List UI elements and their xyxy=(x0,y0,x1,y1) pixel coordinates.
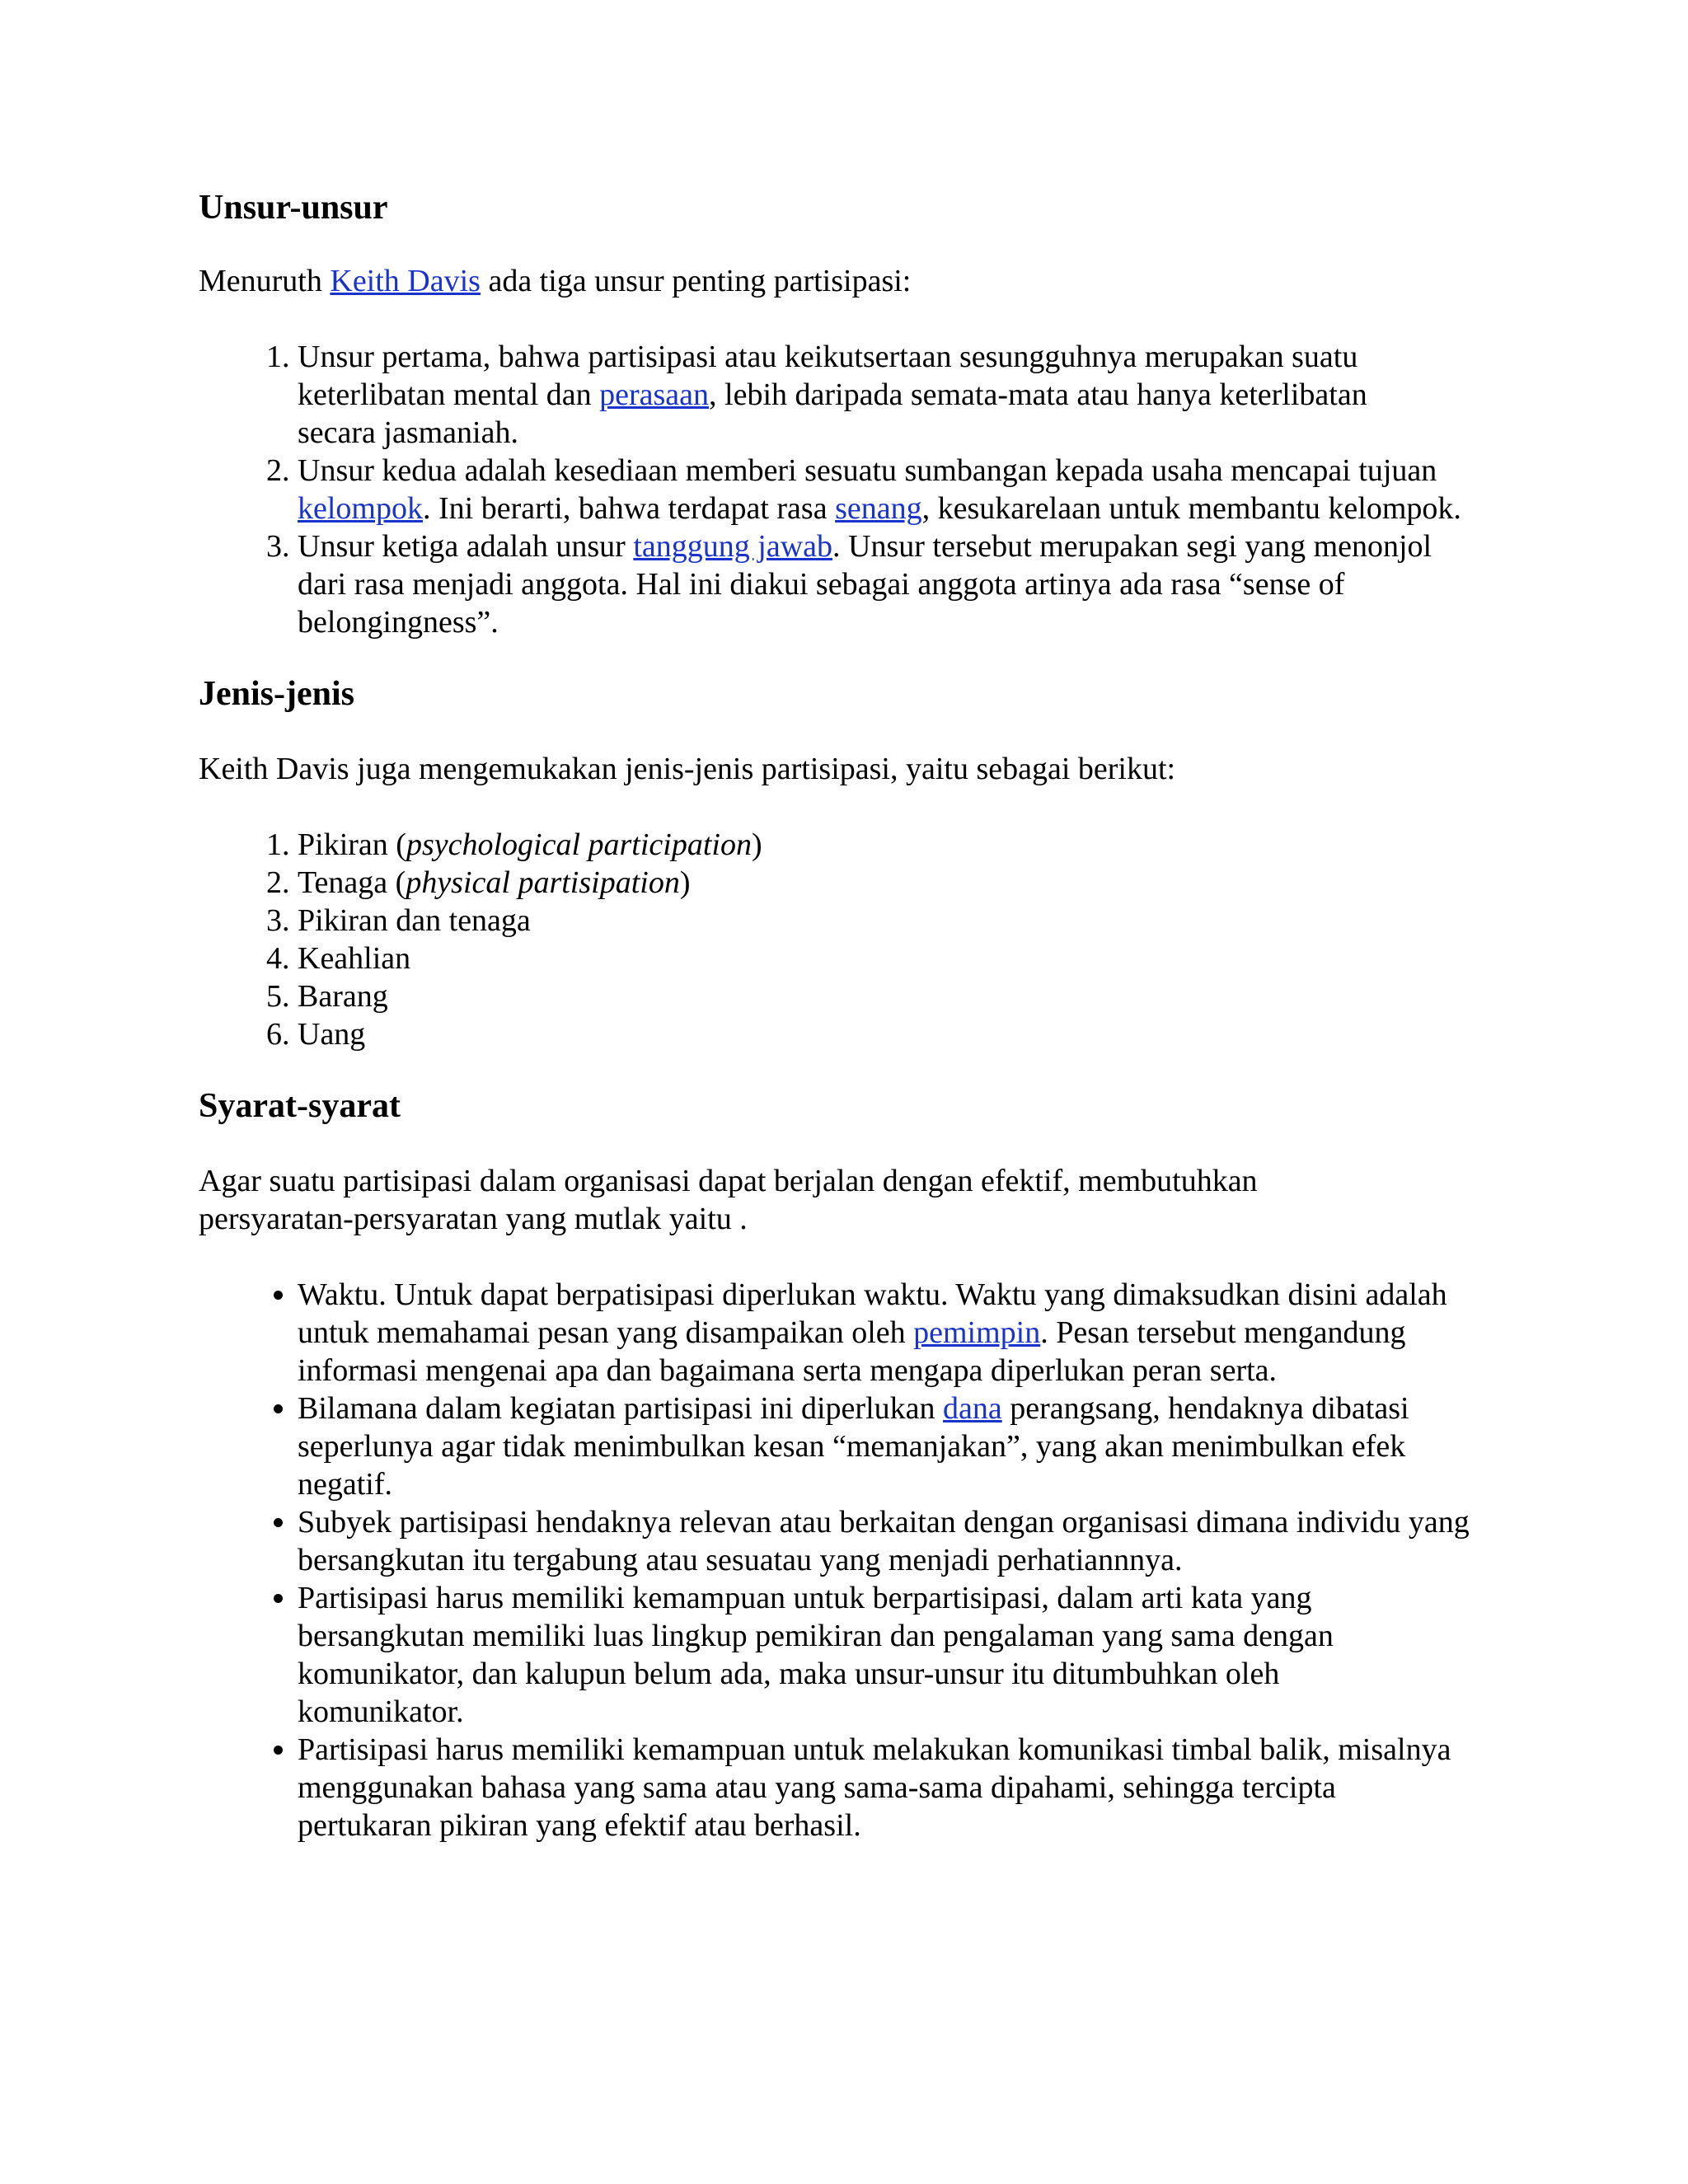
list-item xyxy=(298,826,1484,864)
item-text: ) xyxy=(679,865,691,900)
link-keith-davis[interactable]: Keith Davis xyxy=(330,264,481,298)
list-item xyxy=(298,527,1435,641)
item-emphasis: psychological participation xyxy=(406,827,752,862)
link-kelompok[interactable]: kelompok xyxy=(298,491,423,526)
item-text: ) xyxy=(751,827,762,862)
jenis-list xyxy=(199,826,1484,1053)
list-item: • Partisipasi harus memiliki kemampuan untuk berpartisipasi, dalam arti kata yang bersangkutan memiliki luas lingkup pemikiran dan pengalaman yang sama dengan komunikator, dan kalupun belum ada, maka unsur-unsur itu ditumbuhkan oleh komunikator. xyxy=(298,1579,1418,1731)
list-item: 5. Barang xyxy=(298,977,1484,1015)
link-dana[interactable]: dana xyxy=(943,1391,1002,1426)
section-intro-syarat: Agar suatu partisipasi dalam organisasi dapat berjalan dengan efektif, membutuhkan persyaratan-persyaratan yang mutlak yaitu . xyxy=(199,1164,1258,1236)
section-heading-jenis: Jenis-jenis xyxy=(199,675,354,713)
list-item: 3. Pikiran dan tenaga xyxy=(298,902,1484,940)
list-item xyxy=(298,338,1427,452)
item-text: Bilamana dalam kegiatan partisipasi ini diperlukan xyxy=(298,1391,943,1426)
link-perasaan[interactable]: perasaan xyxy=(599,377,710,412)
section-intro-unsur xyxy=(199,262,1484,300)
item-emphasis: physical partisipation xyxy=(406,865,680,900)
item-text: Unsur ketiga adalah unsur xyxy=(298,529,634,564)
section-intro-jenis: Keith Davis juga mengemukakan jenis-jenis partisipasi, yaitu sebagai berikut: xyxy=(199,752,1176,786)
item-text: Tenaga ( xyxy=(298,865,406,900)
list-item xyxy=(298,452,1484,527)
item-text: . Pesan tersebut mengandung informasi mengenai apa dan bagaimana serta mengapa diperlukan peran serta. xyxy=(298,1315,1406,1388)
link-senang[interactable]: senang xyxy=(835,491,922,526)
unsur-list xyxy=(199,338,1484,641)
item-text: , kesukarelaan untuk membantu kelompok. xyxy=(921,491,1461,526)
list-item xyxy=(298,1390,1484,1503)
syarat-list xyxy=(199,1276,1484,1844)
list-item xyxy=(298,864,1484,902)
list-item: 4. Keahlian xyxy=(298,940,1484,977)
item-text: perangsang, hendaknya dibatasi seperlunya agar tidak menimbulkan kesan “memanjakan”, yang akan menimbulkan efek negatif. xyxy=(298,1391,1409,1502)
section-heading-unsur: Unsur-unsur xyxy=(199,189,388,227)
item-text: . Unsur tersebut merupakan segi yang menonjol dari rasa menjadi anggota. Hal ini diakui sebagai anggota artinya ada rasa “sense of belongingness”. xyxy=(298,529,1432,640)
item-text: Unsur kedua adalah kesediaan memberi sesuatu sumbangan kepada usaha mencapai tujuan xyxy=(298,453,1437,488)
intro-text: ada tiga unsur penting partisipasi: xyxy=(480,264,912,298)
list-item: 6. Uang xyxy=(298,1015,1484,1053)
link-tanggung-jawab[interactable]: tanggung jawab xyxy=(633,529,832,564)
document-content xyxy=(199,186,1484,1844)
item-text: Pikiran ( xyxy=(298,827,406,862)
list-item xyxy=(298,1276,1451,1390)
item-text: Unsur pertama, bahwa partisipasi atau keikutsertaan sesungguhnya merupakan suatu keterlibatan mental dan xyxy=(298,340,1358,412)
item-text: . Ini berarti, bahwa terdapat rasa xyxy=(422,491,836,526)
item-text: , lebih daripada semata-mata atau hanya keterlibatan secara jasmaniah. xyxy=(298,377,1367,450)
list-item: • Subyek partisipasi hendaknya relevan atau berkaitan dengan organisasi dimana individu yang bersangkutan itu tergabung atau sesuatau yang menjadi perhatiannnya. xyxy=(298,1503,1484,1579)
section-heading-syarat: Syarat-syarat xyxy=(199,1087,401,1125)
item-text: Waktu. Untuk dapat berpatisipasi diperlukan waktu. Waktu yang dimaksudkan disini adalah untuk memahamai pesan yang disampaikan oleh xyxy=(298,1277,1447,1350)
link-pemimpin[interactable]: pemimpin xyxy=(913,1315,1041,1350)
list-item: • Partisipasi harus memiliki kemampuan untuk melakukan komunikasi timbal balik, misalnya menggunakan bahasa yang sama atau yang sama-sama dipahami, sehingga tercipta pertukaran pikiran yang efektif atau berhasil. xyxy=(298,1731,1451,1844)
intro-text: Menuruth xyxy=(199,264,331,298)
